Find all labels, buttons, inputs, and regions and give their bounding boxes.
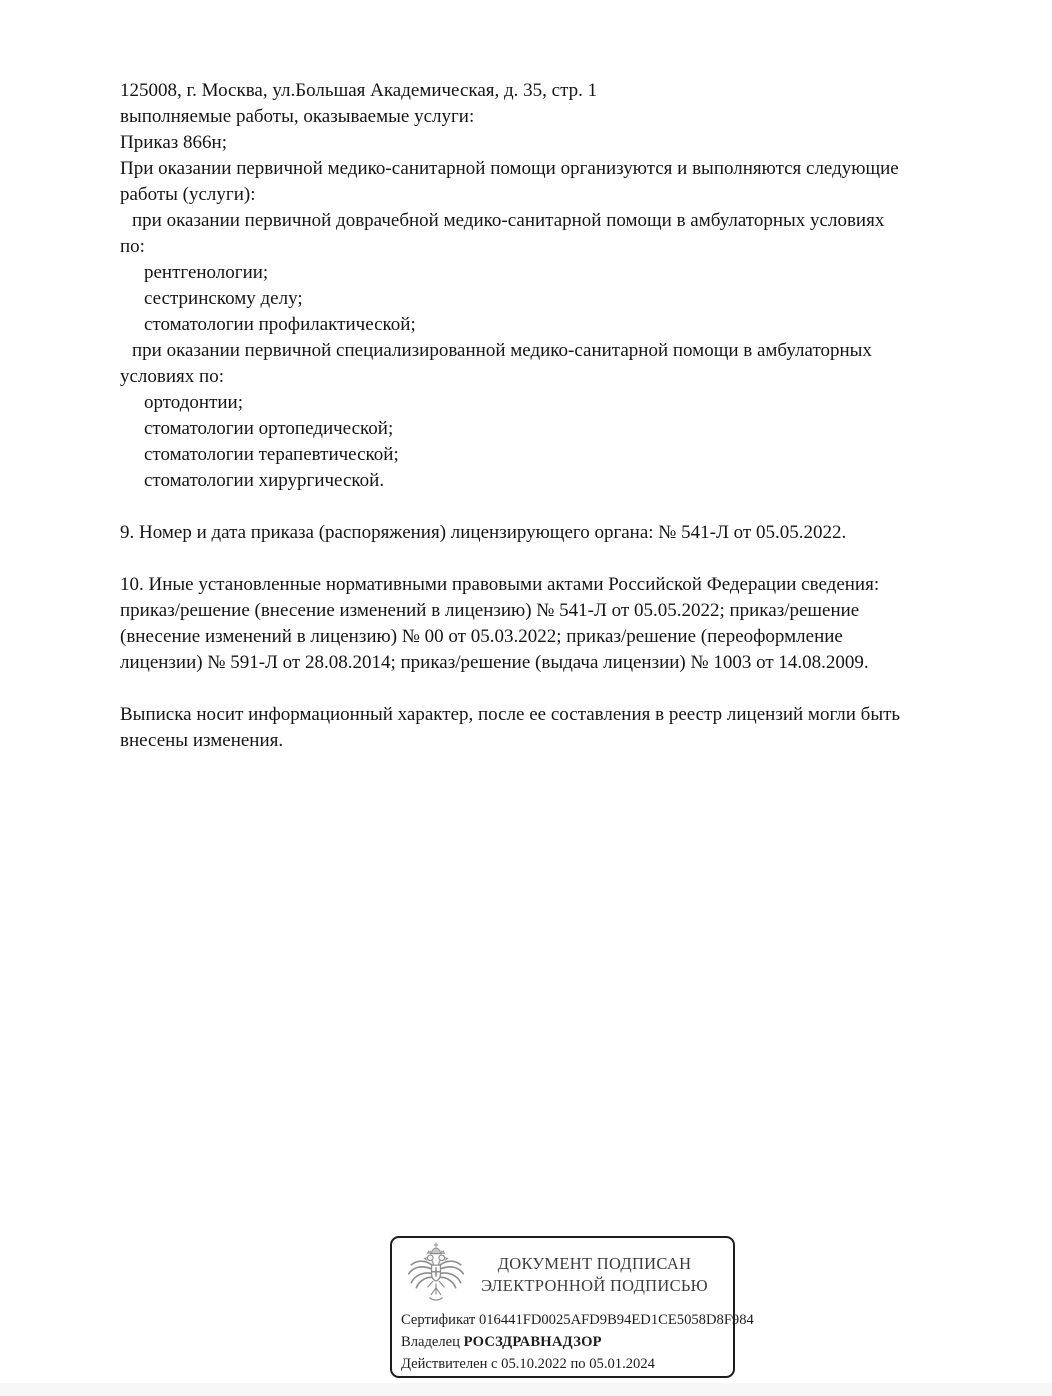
- digital-signature-stamp: [390, 1236, 754, 1378]
- validity-row: Действителен с 05.10.2022 по 05.01.2024: [401, 1356, 655, 1372]
- document-line: при оказании первичной доврачебной медико-санитарной помощи в амбулаторных условиях: [132, 210, 885, 231]
- document-line: выполняемые работы, оказываемые услуги:: [120, 106, 475, 127]
- document-line: (внесение изменений в лицензию) № 00 от 05.03.2022; приказ/решение (переоформление: [120, 626, 843, 647]
- owner-label: Владелец: [401, 1334, 460, 1350]
- document-line: [120, 494, 1035, 520]
- document-line: ортодонтии;: [144, 392, 244, 413]
- document-line: 10. Иные установленные нормативными правовыми актами Российской Федерации сведения:: [120, 574, 880, 595]
- certificate-label: Сертификат: [401, 1312, 476, 1328]
- document-line: внесены изменения.: [120, 730, 284, 751]
- certificate-row: [401, 1309, 754, 1331]
- document-line: [120, 676, 1035, 702]
- document-line: при оказании первичной специализированной медико-санитарной помощи в амбулаторных: [132, 340, 872, 361]
- stamp-title-line2: ЭЛЕКТРОННОЙ ПОДПИСЬЮ: [481, 1276, 708, 1295]
- document-line: сестринскому делу;: [144, 288, 303, 309]
- document-line: по:: [120, 236, 145, 257]
- document-line: работы (услуги):: [120, 184, 256, 205]
- document-line: рентгенологии;: [144, 262, 269, 283]
- document-line: 9. Номер и дата приказа (распоряжения) лицензирующего органа: № 541-Л от 05.05.2022.: [120, 522, 847, 543]
- certificate-value: 016441FD0025AFD9B94ED1CE5058D8F984: [478, 1312, 754, 1328]
- stamp-details: [401, 1309, 754, 1375]
- stamp-header: [401, 1242, 724, 1308]
- page-edge-strip: [0, 1383, 1052, 1396]
- document-line: стоматологии ортопедической;: [144, 418, 394, 439]
- document-line: приказ/решение (внесение изменений в лицензию) № 541-Л от 05.05.2022; приказ/решение: [120, 600, 860, 621]
- document-line: стоматологии терапевтической;: [144, 444, 399, 465]
- document-body: [120, 78, 1035, 754]
- stamp-title: [469, 1253, 724, 1297]
- document-line: стоматологии профилактической;: [144, 314, 416, 335]
- roszdravnadzor-eagle-icon: [403, 1242, 469, 1308]
- stamp-title-line1: ДОКУМЕНТ ПОДПИСАН: [497, 1254, 692, 1273]
- owner-value: РОСЗДРАВНАДЗОР: [463, 1334, 602, 1350]
- document-line: 125008, г. Москва, ул.Большая Академическая, д. 35, стр. 1: [120, 80, 598, 101]
- document-line: стоматологии хирургической.: [144, 470, 385, 491]
- document-line: лицензии) № 591-Л от 28.08.2014; приказ/решение (выдача лицензии) № 1003 от 14.08.2009.: [120, 652, 869, 673]
- document-line: Приказ 866н;: [120, 132, 227, 153]
- owner-row: [401, 1331, 724, 1353]
- document-line: При оказании первичной медико-санитарной помощи организуются и выполняются следующие: [120, 158, 899, 179]
- document-line: Выписка носит информационный характер, после ее составления в реестр лицензий могли быть: [120, 704, 901, 725]
- document-line: [120, 546, 1035, 572]
- document-line: условиях по:: [120, 366, 224, 387]
